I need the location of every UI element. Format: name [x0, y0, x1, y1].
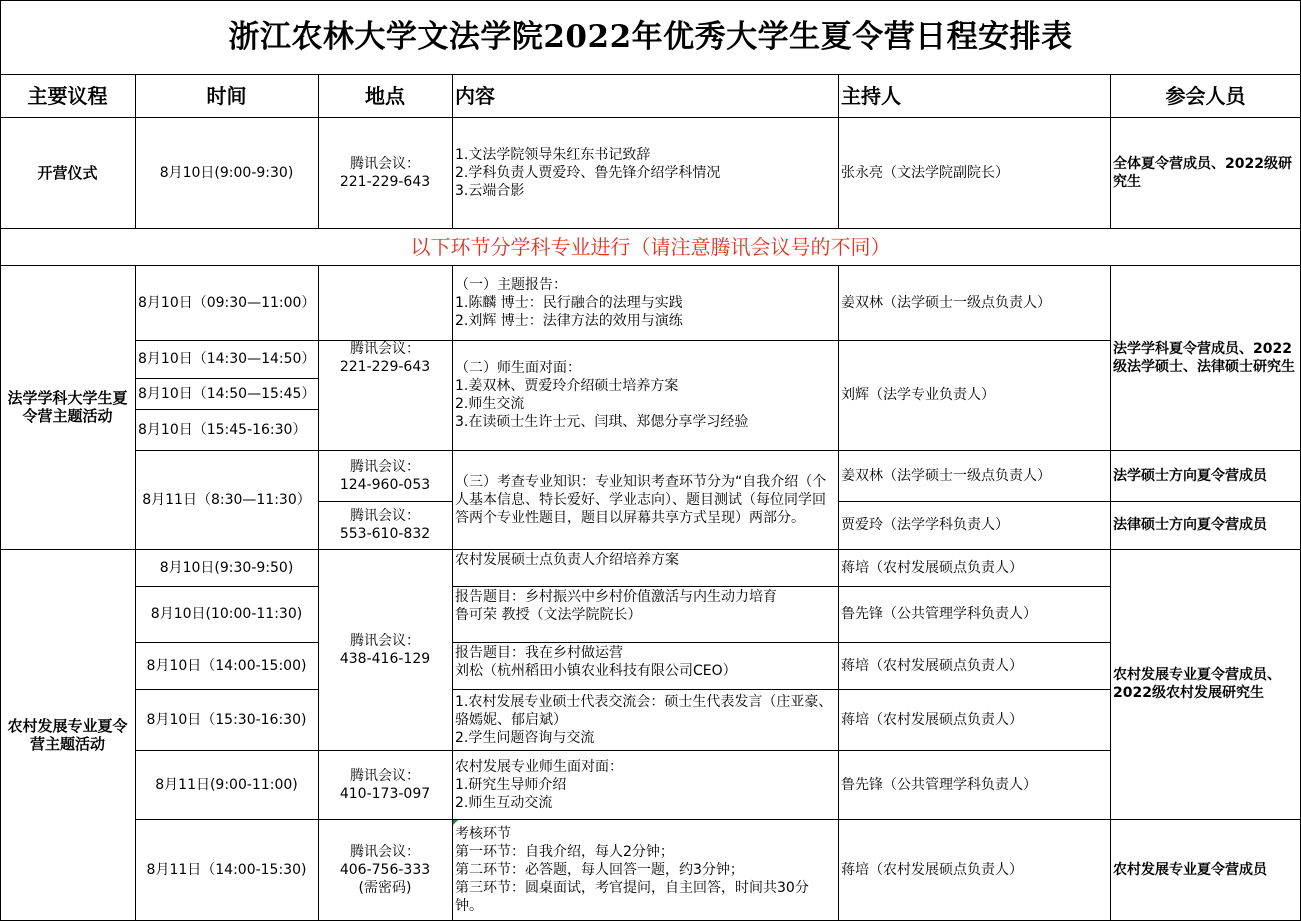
grid-line: [135, 586, 318, 587]
grid-line: [318, 265, 319, 921]
header-host: 主持人: [841, 83, 901, 108]
grid-line: [135, 819, 1301, 820]
page-title: 浙江农林大学文法学院2022年优秀大学生夏令营日程安排表: [228, 19, 1073, 55]
grid-line: [452, 689, 1110, 690]
rural-host-4: 蒋培（农村发展硕点负责人）: [841, 711, 1023, 728]
header-place: 地点: [365, 83, 405, 108]
rural-time-6: 8月11日（14:00-15:30): [146, 862, 307, 878]
law-content-1: （一）主题报告： 1.陈麟 博士：民行融合的法理与实践 2.刘辉 博士：法律方法的效用与演练: [455, 276, 683, 329]
law-time-2: 8月10日（14:30—14:50）: [138, 351, 316, 367]
rural-place-2: 腾讯会议： 410-173-097: [339, 767, 431, 802]
law-time-1: 8月10日（09:30—11:00）: [138, 294, 316, 311]
law-time-3: 8月10日（14:50—15:45）: [138, 385, 316, 402]
rural-time-1: 8月10日(9:30-9:50): [159, 559, 294, 576]
grid-line: [318, 501, 452, 502]
law-host-1: 姜双林（法学硕士一级点负责人）: [841, 294, 1051, 311]
grid-line: [135, 265, 136, 921]
opening-content: 1.文法学院领导朱红东书记致辞 2.学科负责人贾爱玲、鲁先锋介绍学科情况 3.云端合影: [455, 146, 721, 199]
law-attendees-3: 法律硕士方向夏令营成员: [1113, 517, 1267, 533]
grid-line: [452, 74, 453, 228]
header-time: 时间: [206, 83, 247, 108]
law-content-3: （三）考查专业知识：专业知识考查环节分为“自我介绍（个人基本信息、特长爱好、学业志向）、题目测试（每位同学回答两个专业性题目，题目以屏幕共享方式呈现）两部分。: [455, 473, 827, 526]
grid-line: [452, 642, 1110, 643]
grid-line: [135, 642, 318, 643]
rural-time-5: 8月11日(9:00-11:00): [155, 776, 298, 793]
grid-line: [135, 378, 318, 379]
rural-attendees-1: 农村发展专业夏令营成员、2022级农村发展研究生: [1113, 667, 1281, 701]
law-place-day2b: 腾讯会议： 553-610-832: [339, 508, 431, 542]
header-agenda: 主要议程: [27, 83, 108, 108]
law-agenda: 法学学科大学生夏令营主题活动: [7, 389, 128, 425]
rural-host-1: 蒋培（农村发展硕点负责人）: [841, 559, 1023, 576]
grid-line: [135, 750, 1110, 751]
law-host-2: 刘辉（法学专业负责人）: [841, 387, 995, 403]
rural-time-3: 8月10日（14:00-15:00): [146, 657, 307, 674]
grid-line: [0, 265, 1301, 266]
rural-content-6: 考核环节 第一环节：自我介绍，每人2分钟； 第二环节：必答题，每人回答一题，约3分钟； 第三环节：圆桌面试，考官提问，自主回答，时间共30分钟。: [455, 826, 809, 914]
law-content-2: （二）师生面对面： 1.姜双林、贾爱玲介绍硕士培养方案 2.师生交流 3.在读硕士生许士元、闫琪、郑偲分享学习经验: [455, 360, 749, 430]
grid-line: [452, 586, 1110, 587]
grid-line: [1110, 74, 1111, 228]
grid-line: [1110, 265, 1111, 921]
rural-content-4: 1.农村发展专业硕士代表交流会：硕士生代表发言（庄亚豪、骆嫣妮、郁启斌） 2.学生问题咨询与交流: [455, 693, 833, 746]
grid-line: [0, 0, 1301, 1]
rural-time-2: 8月10日(10:00-11:30): [150, 606, 303, 622]
rural-content-3: 报告题目：我在乡村做运营 刘松（杭州稻田小镇农业科技有限公司CEO）: [455, 645, 737, 679]
grid-line: [838, 74, 839, 228]
law-place-day2a: 腾讯会议： 124-960-053: [339, 458, 431, 493]
grid-line: [135, 409, 318, 410]
law-host-3: 姜双林（法学硕士一级点负责人）: [841, 467, 1051, 484]
grid-line: [0, 549, 1301, 550]
law-host-4: 贾爱玲（法学学科负责人）: [841, 517, 1009, 533]
grid-line: [318, 74, 319, 228]
rural-host-5: 鲁先锋（公共管理学科负责人）: [841, 776, 1037, 793]
rural-content-5: 农村发展专业师生面对面： 1.研究生导师介绍 2.师生互动交流: [455, 758, 623, 811]
rural-content-2: 报告题目：乡村振兴中乡村价值激活与内生动力培育 鲁可荣 教授（文法学院院长）: [455, 589, 777, 623]
rural-attendees-2: 农村发展专业夏令营成员: [1113, 862, 1267, 878]
rural-place-1: 腾讯会议： 438-416-129: [339, 632, 431, 667]
rural-host-2: 鲁先锋（公共管理学科负责人）: [841, 606, 1037, 622]
notice-banner: 以下环节分学科专业进行（请注意腾讯会议号的不同）: [410, 234, 891, 259]
rural-host-6: 蒋培（农村发展硕点负责人）: [841, 862, 1023, 878]
rural-agenda: 农村发展专业夏令营主题活动: [7, 717, 128, 753]
opening-time: 8月10日(9:00-9:30): [159, 164, 294, 181]
rural-place-3: 腾讯会议： 406-756-333 (需密码): [339, 844, 431, 896]
grid-line: [135, 74, 136, 228]
comment-marker-icon: [453, 820, 458, 825]
opening-agenda: 开营仪式: [37, 163, 98, 182]
grid-line: [0, 228, 1301, 229]
law-attendees-2: 法学硕士方向夏令营成员: [1113, 467, 1267, 484]
opening-attendees: 全体夏令营成员、2022级研究生: [1113, 155, 1292, 190]
grid-line: [0, 117, 1301, 118]
rural-host-3: 蒋培（农村发展硕点负责人）: [841, 657, 1023, 674]
grid-line: [838, 501, 1301, 502]
header-attendees: 参会人员: [1165, 83, 1246, 108]
opening-place: 腾讯会议： 221-229-643: [339, 155, 431, 190]
grid-line: [0, 74, 1301, 75]
opening-host: 张永亮（文法学院副院长）: [841, 164, 1009, 181]
rural-content-1: 农村发展硕士点负责人介绍培养方案: [455, 552, 679, 568]
grid-line: [135, 340, 1110, 341]
header-content: 内容: [455, 83, 495, 108]
law-time-5: 8月11日（8:30—11:30）: [142, 491, 311, 508]
rural-time-4: 8月10日（15:30-16:30): [146, 711, 307, 728]
law-attendees-1: 法学学科夏令营成员、2022级法学硕士、法律硕士研究生: [1113, 340, 1295, 375]
grid-line: [135, 689, 318, 690]
grid-line: [838, 265, 839, 921]
grid-line: [0, 0, 1, 921]
law-time-4: 8月10日（15:45-16:30）: [138, 421, 307, 438]
law-place-day1: 腾讯会议： 221-229-643: [339, 340, 431, 375]
grid-line: [135, 450, 1301, 451]
